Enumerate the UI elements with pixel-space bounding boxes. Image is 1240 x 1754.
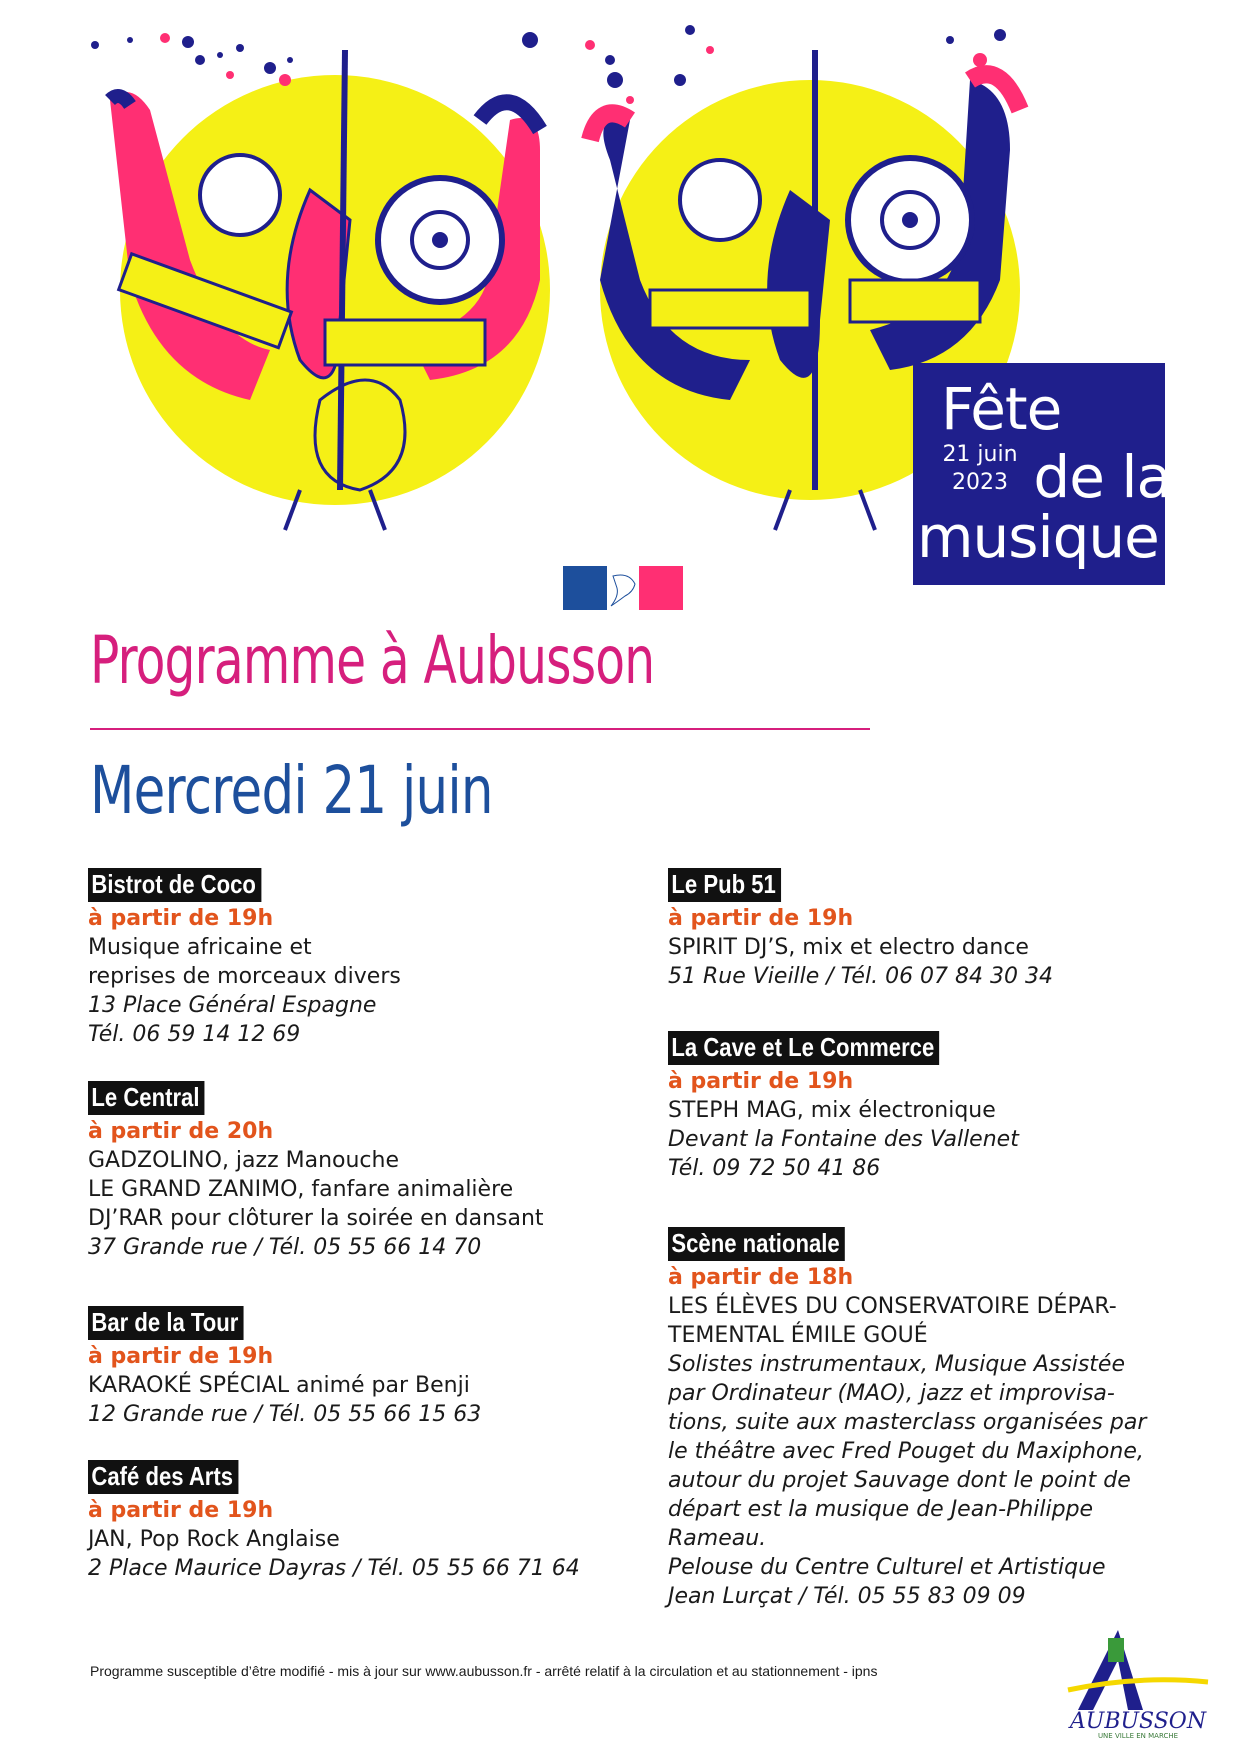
venue-time: à partir de 19h [668,906,854,931]
page-title: Programme à Aubusson [90,622,655,699]
venue-program-line: Musique africaine et [88,935,312,960]
venue-name: Le Pub 51 [668,868,781,902]
venue-bar-de-la-tour [88,1306,648,1429]
badge-date-day: 21 juin [942,442,1018,467]
venue-phone: Tél. 06 59 14 12 69 [88,1022,301,1047]
venue-program-line: LES ÉLÈVES DU CONSERVATOIRE DÉPAR- [668,1294,1117,1319]
title-underline [90,728,870,730]
venue-program-line: DJ’RAR pour clôturer la soirée en dansant [88,1206,544,1231]
venue-program-line: GADZOLINO, jazz Manouche [88,1148,399,1173]
venue-time: à partir de 18h [668,1265,854,1290]
venue-description: Rameau. [668,1526,767,1551]
venue-name: La Cave et Le Commerce [668,1031,939,1065]
logo-name: AUBUSSON [1069,1709,1207,1734]
venue-program-line: JAN, Pop Rock Anglaise [88,1527,340,1552]
venue-la-cave-et-le-commerce [668,1031,1228,1183]
venue-time: à partir de 19h [88,906,274,931]
venue-description: autour du projet Sauvage dont le point de [668,1468,1131,1493]
venue-program-line: STEPH MAG, mix électronique [668,1098,996,1123]
marianne-logo [563,566,683,610]
badge-fete: Fête [941,375,1062,443]
venue-address: 51 Rue Vieille / Tél. 06 07 84 30 34 [668,964,1054,989]
venue-time: à partir de 20h [88,1119,274,1144]
venue-address: 37 Grande rue / Tél. 05 55 66 14 70 [88,1235,482,1260]
fete-de-la-musique-badge [913,363,1171,585]
logo-tagline: UNE VILLE EN MARCHE [1097,1732,1179,1740]
venue-description: par Ordinateur (MAO), jazz et improvisa- [668,1381,1115,1406]
badge-musique: musique [917,503,1159,571]
venue-name: Bistrot de Coco [88,868,261,902]
venue-name: Bar de la Tour [88,1306,243,1340]
venue-description: tions, suite aux masterclass organisées par [668,1410,1147,1435]
page-subtitle-date: Mercredi 21 juin [90,752,493,829]
badge-date-year: 2023 [952,469,1008,495]
venue-scene-nationale [668,1227,1228,1611]
venue-description: départ est la musique de Jean-Philippe [668,1497,1094,1522]
venue-phone: Jean Lurçat / Tél. 05 55 83 09 09 [668,1584,1026,1609]
venue-cafe-des-arts [88,1460,648,1583]
venue-le-pub-51 [668,868,1228,991]
venue-description: le théâtre avec Fred Pouget du Maxiphone, [668,1439,1144,1464]
venue-program-line: KARAOKÉ SPÉCIAL animé par Benji [88,1373,470,1398]
venue-time: à partir de 19h [668,1069,854,1094]
badge-de-la: de la [1033,443,1171,511]
venue-le-central [88,1081,648,1262]
venue-phone: Tél. 09 72 50 41 86 [668,1156,881,1181]
badge-date [935,441,1025,496]
venue-program-line: SPIRIT DJ’S, mix et electro dance [668,935,1029,960]
venue-address: 13 Place Général Espagne [88,993,377,1018]
venue-address: Devant la Fontaine des Vallenet [668,1127,1019,1152]
venue-program-line: TEMENTAL ÉMILE GOUÉ [668,1323,928,1348]
venue-bistrot-de-coco [88,868,648,1049]
venue-name: Scène nationale [668,1227,845,1261]
venue-time: à partir de 19h [88,1344,274,1369]
venue-address: 12 Grande rue / Tél. 05 55 66 15 63 [88,1402,482,1427]
venue-address: Pelouse du Centre Culturel et Artistique [668,1555,1106,1580]
venue-description: Solistes instrumentaux, Musique Assistée [668,1352,1126,1377]
venue-program-line: reprises de morceaux divers [88,964,401,989]
venue-name: Café des Arts [88,1460,238,1494]
aubusson-logo [1058,1620,1218,1740]
venue-program-line: LE GRAND ZANIMO, fanfare animalière [88,1177,514,1202]
footer-note: Programme susceptible d’être modifié - mis à jour sur www.aubusson.fr - arrêté relatif à la circulation et au stationnement - ipns [90,1663,878,1679]
venue-time: à partir de 19h [88,1498,274,1523]
left-musician-illustration [110,50,550,530]
venue-address: 2 Place Maurice Dayras / Tél. 05 55 66 71 64 [88,1556,580,1581]
venue-name: Le Central [88,1081,205,1115]
